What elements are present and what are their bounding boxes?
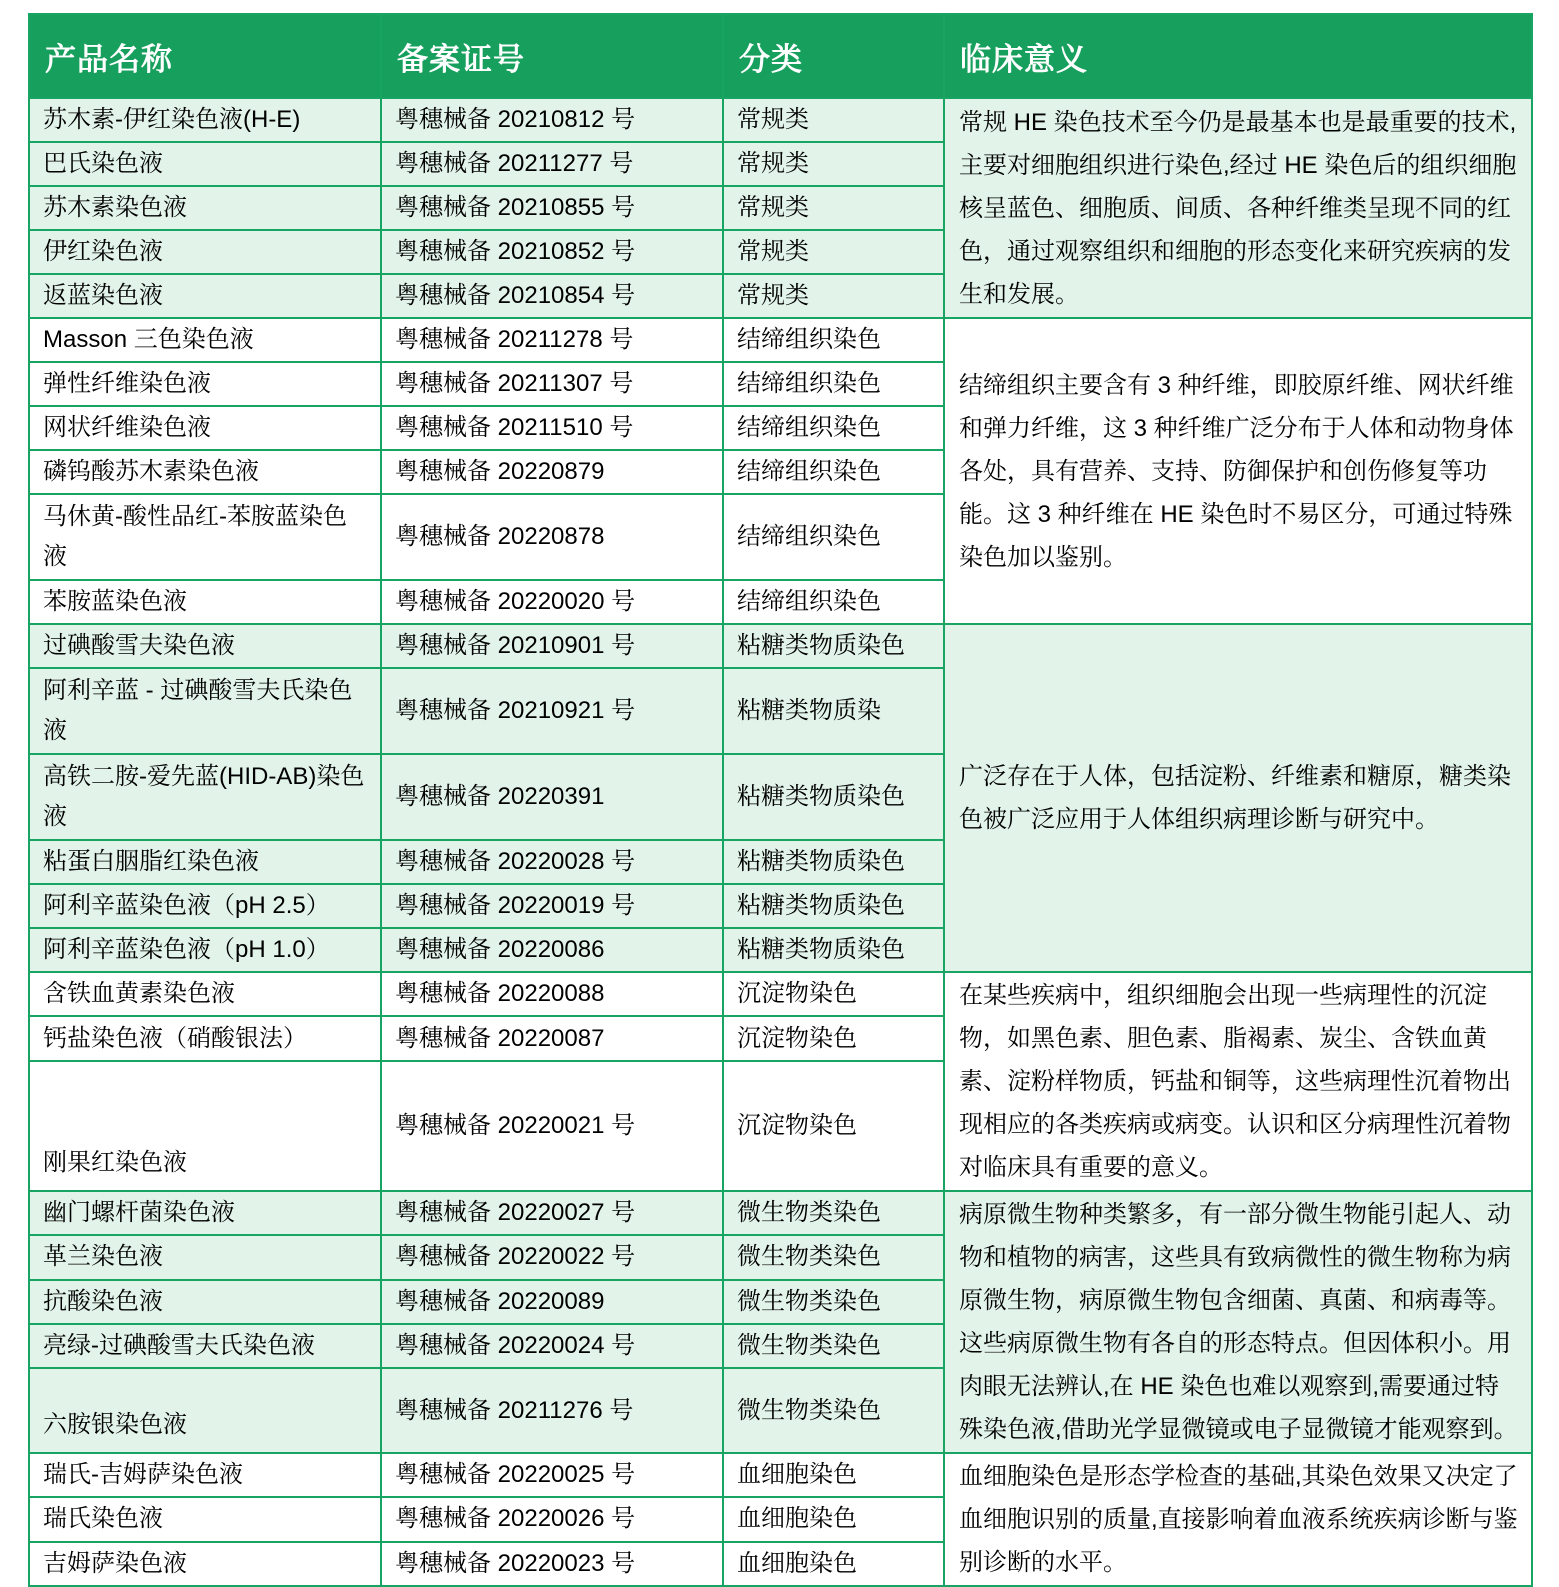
product-registration-table (28, 13, 1533, 1587)
product-name-cell: 阿利辛蓝 - 过碘酸雪夫氏染色液 (29, 668, 381, 754)
category-cell: 粘糖类物质染色 (723, 840, 944, 884)
registration-number-cell: 粤穗械备 20211277 号 (381, 142, 723, 186)
product-name-cell: 阿利辛蓝染色液（pH 2.5） (29, 884, 381, 928)
product-name-cell: 瑞氏-吉姆萨染色液 (29, 1453, 381, 1497)
category-cell: 粘糖类物质染色 (723, 928, 944, 972)
product-name-cell: 马休黄-酸性品红-苯胺蓝染色液 (29, 494, 381, 580)
product-name-cell: 六胺银染色液 (29, 1368, 381, 1453)
registration-number-cell: 粤穗械备 20210901 号 (381, 624, 723, 668)
registration-number-cell: 粤穗械备 20220023 号 (381, 1542, 723, 1586)
registration-number-cell: 粤穗械备 20210852 号 (381, 230, 723, 274)
product-name-cell: 粘蛋白胭脂红染色液 (29, 840, 381, 884)
registration-number-cell: 粤穗械备 20220088 (381, 972, 723, 1016)
category-cell: 血细胞染色 (723, 1497, 944, 1541)
product-name-cell: 刚果红染色液 (29, 1061, 381, 1191)
category-cell: 微生物类染色 (723, 1324, 944, 1368)
category-cell: 结缔组织染色 (723, 580, 944, 624)
registration-number-cell: 粤穗械备 20220879 (381, 450, 723, 494)
clinical-significance-cell: 常规 HE 染色技术至今仍是最基本也是最重要的技术,主要对细胞组织进行染色,经过 HE 染色后的组织细胞核呈蓝色、细胞质、间质、各种纤维类呈现不同的红色，通过观察组织和细胞的形态变化来研究疾病的发生和发展。 (944, 98, 1532, 318)
registration-number-cell: 粤穗械备 20211307 号 (381, 362, 723, 406)
table-row (29, 972, 1532, 1016)
registration-number-cell: 粤穗械备 20220026 号 (381, 1497, 723, 1541)
registration-number-cell: 粤穗械备 20211276 号 (381, 1368, 723, 1453)
product-name-cell: 苏木素-伊红染色液(H-E) (29, 98, 381, 142)
col-header-product-name: 产品名称 (29, 14, 381, 98)
registration-number-cell: 粤穗械备 20220027 号 (381, 1191, 723, 1235)
page (0, 13, 1559, 1577)
registration-number-cell: 粤穗械备 20220028 号 (381, 840, 723, 884)
clinical-significance-cell: 病原微生物种类繁多，有一部分微生物能引起人、动物和植物的病害，这些具有致病微性的微生物称为病原微生物，病原微生物包含细菌、真菌、和病毒等。这些病原微生物有各自的形态特点。但因体积小。用肉眼无法辨认,在 HE 染色也难以观察到,需要通过特殊染色液,借助光学显微镜或电子显微镜才能观察到。 (944, 1191, 1532, 1453)
product-name-cell: 苏木素染色液 (29, 186, 381, 230)
registration-number-cell: 粤穗械备 20220391 (381, 754, 723, 840)
category-cell: 结缔组织染色 (723, 450, 944, 494)
product-name-cell: 过碘酸雪夫染色液 (29, 624, 381, 668)
table-row (29, 1453, 1532, 1497)
product-name-cell: 幽门螺杆菌染色液 (29, 1191, 381, 1235)
registration-number-cell: 粤穗械备 20220024 号 (381, 1324, 723, 1368)
registration-number-cell: 粤穗械备 20220089 (381, 1280, 723, 1324)
col-header-clinical-significance: 临床意义 (944, 14, 1532, 98)
category-cell: 血细胞染色 (723, 1542, 944, 1586)
product-name-cell: 返蓝染色液 (29, 274, 381, 318)
category-cell: 血细胞染色 (723, 1453, 944, 1497)
registration-number-cell: 粤穗械备 20210855 号 (381, 186, 723, 230)
registration-number-cell: 粤穗械备 20220087 (381, 1016, 723, 1060)
clinical-significance-cell: 结缔组织主要含有 3 种纤维，即胶原纤维、网状纤维和弹力纤维，这 3 种纤维广泛分布于人体和动物身体各处，具有营养、支持、防御保护和创伤修复等功能。这 3 种纤维在 HE 染色时不易区分，可通过特殊染色加以鉴别。 (944, 318, 1532, 624)
category-cell: 常规类 (723, 142, 944, 186)
registration-number-cell: 粤穗械备 20220025 号 (381, 1453, 723, 1497)
category-cell: 微生物类染色 (723, 1191, 944, 1235)
category-cell: 沉淀物染色 (723, 972, 944, 1016)
table-row (29, 1191, 1532, 1235)
col-header-registration-number: 备案证号 (381, 14, 723, 98)
registration-number-cell: 粤穗械备 20220022 号 (381, 1235, 723, 1279)
product-name-cell: 高铁二胺-爱先蓝(HID-AB)染色液 (29, 754, 381, 840)
category-cell: 常规类 (723, 274, 944, 318)
registration-number-cell: 粤穗械备 20210854 号 (381, 274, 723, 318)
category-cell: 结缔组织染色 (723, 494, 944, 580)
category-cell: 常规类 (723, 230, 944, 274)
product-name-cell: 阿利辛蓝染色液（pH 1.0） (29, 928, 381, 972)
category-cell: 沉淀物染色 (723, 1061, 944, 1191)
table-body (29, 98, 1532, 1586)
category-cell: 微生物类染色 (723, 1280, 944, 1324)
category-cell: 粘糖类物质染色 (723, 754, 944, 840)
product-name-cell: 瑞氏染色液 (29, 1497, 381, 1541)
product-name-cell: 抗酸染色液 (29, 1280, 381, 1324)
registration-number-cell: 粤穗械备 20210812 号 (381, 98, 723, 142)
registration-number-cell: 粤穗械备 20220878 (381, 494, 723, 580)
registration-number-cell: 粤穗械备 20211510 号 (381, 406, 723, 450)
product-name-cell: 弹性纤维染色液 (29, 362, 381, 406)
category-cell: 常规类 (723, 98, 944, 142)
table-row (29, 624, 1532, 668)
product-name-cell: 磷钨酸苏木素染色液 (29, 450, 381, 494)
product-name-cell: 巴氏染色液 (29, 142, 381, 186)
category-cell: 结缔组织染色 (723, 318, 944, 362)
registration-number-cell: 粤穗械备 20220020 号 (381, 580, 723, 624)
category-cell: 微生物类染色 (723, 1368, 944, 1453)
category-cell: 粘糖类物质染色 (723, 884, 944, 928)
product-name-cell: 革兰染色液 (29, 1235, 381, 1279)
product-name-cell: 钙盐染色液（硝酸银法） (29, 1016, 381, 1060)
table-row (29, 98, 1532, 142)
registration-number-cell: 粤穗械备 20220019 号 (381, 884, 723, 928)
col-header-category: 分类 (723, 14, 944, 98)
category-cell: 微生物类染色 (723, 1235, 944, 1279)
product-name-cell: 苯胺蓝染色液 (29, 580, 381, 624)
clinical-significance-cell: 在某些疾病中，组织细胞会出现一些病理性的沉淀物，如黑色素、胆色素、脂褐素、炭尘、含铁血黄素、淀粉样物质，钙盐和铜等，这些病理性沉着物出现相应的各类疾病或病变。认识和区分病理性沉着物对临床具有重要的意义。 (944, 972, 1532, 1191)
product-name-cell: 网状纤维染色液 (29, 406, 381, 450)
registration-number-cell: 粤穗械备 20220086 (381, 928, 723, 972)
product-name-cell: 含铁血黄素染色液 (29, 972, 381, 1016)
category-cell: 结缔组织染色 (723, 362, 944, 406)
clinical-significance-cell: 广泛存在于人体，包括淀粉、纤维素和糖原，糖类染色被广泛应用于人体组织病理诊断与研究中。 (944, 624, 1532, 972)
product-name-cell: 伊红染色液 (29, 230, 381, 274)
category-cell: 结缔组织染色 (723, 406, 944, 450)
table-header-row (29, 14, 1532, 98)
product-name-cell: Masson 三色染色液 (29, 318, 381, 362)
registration-number-cell: 粤穗械备 20220021 号 (381, 1061, 723, 1191)
registration-number-cell: 粤穗械备 20210921 号 (381, 668, 723, 754)
registration-number-cell: 粤穗械备 20211278 号 (381, 318, 723, 362)
clinical-significance-cell: 血细胞染色是形态学检查的基础,其染色效果又决定了血细胞识别的质量,直接影响着血液系统疾病诊断与鉴别诊断的水平。 (944, 1453, 1532, 1586)
table-row (29, 318, 1532, 362)
product-name-cell: 吉姆萨染色液 (29, 1542, 381, 1586)
category-cell: 沉淀物染色 (723, 1016, 944, 1060)
product-name-cell: 亮绿-过碘酸雪夫氏染色液 (29, 1324, 381, 1368)
category-cell: 常规类 (723, 186, 944, 230)
category-cell: 粘糖类物质染色 (723, 624, 944, 668)
category-cell: 粘糖类物质染 (723, 668, 944, 754)
